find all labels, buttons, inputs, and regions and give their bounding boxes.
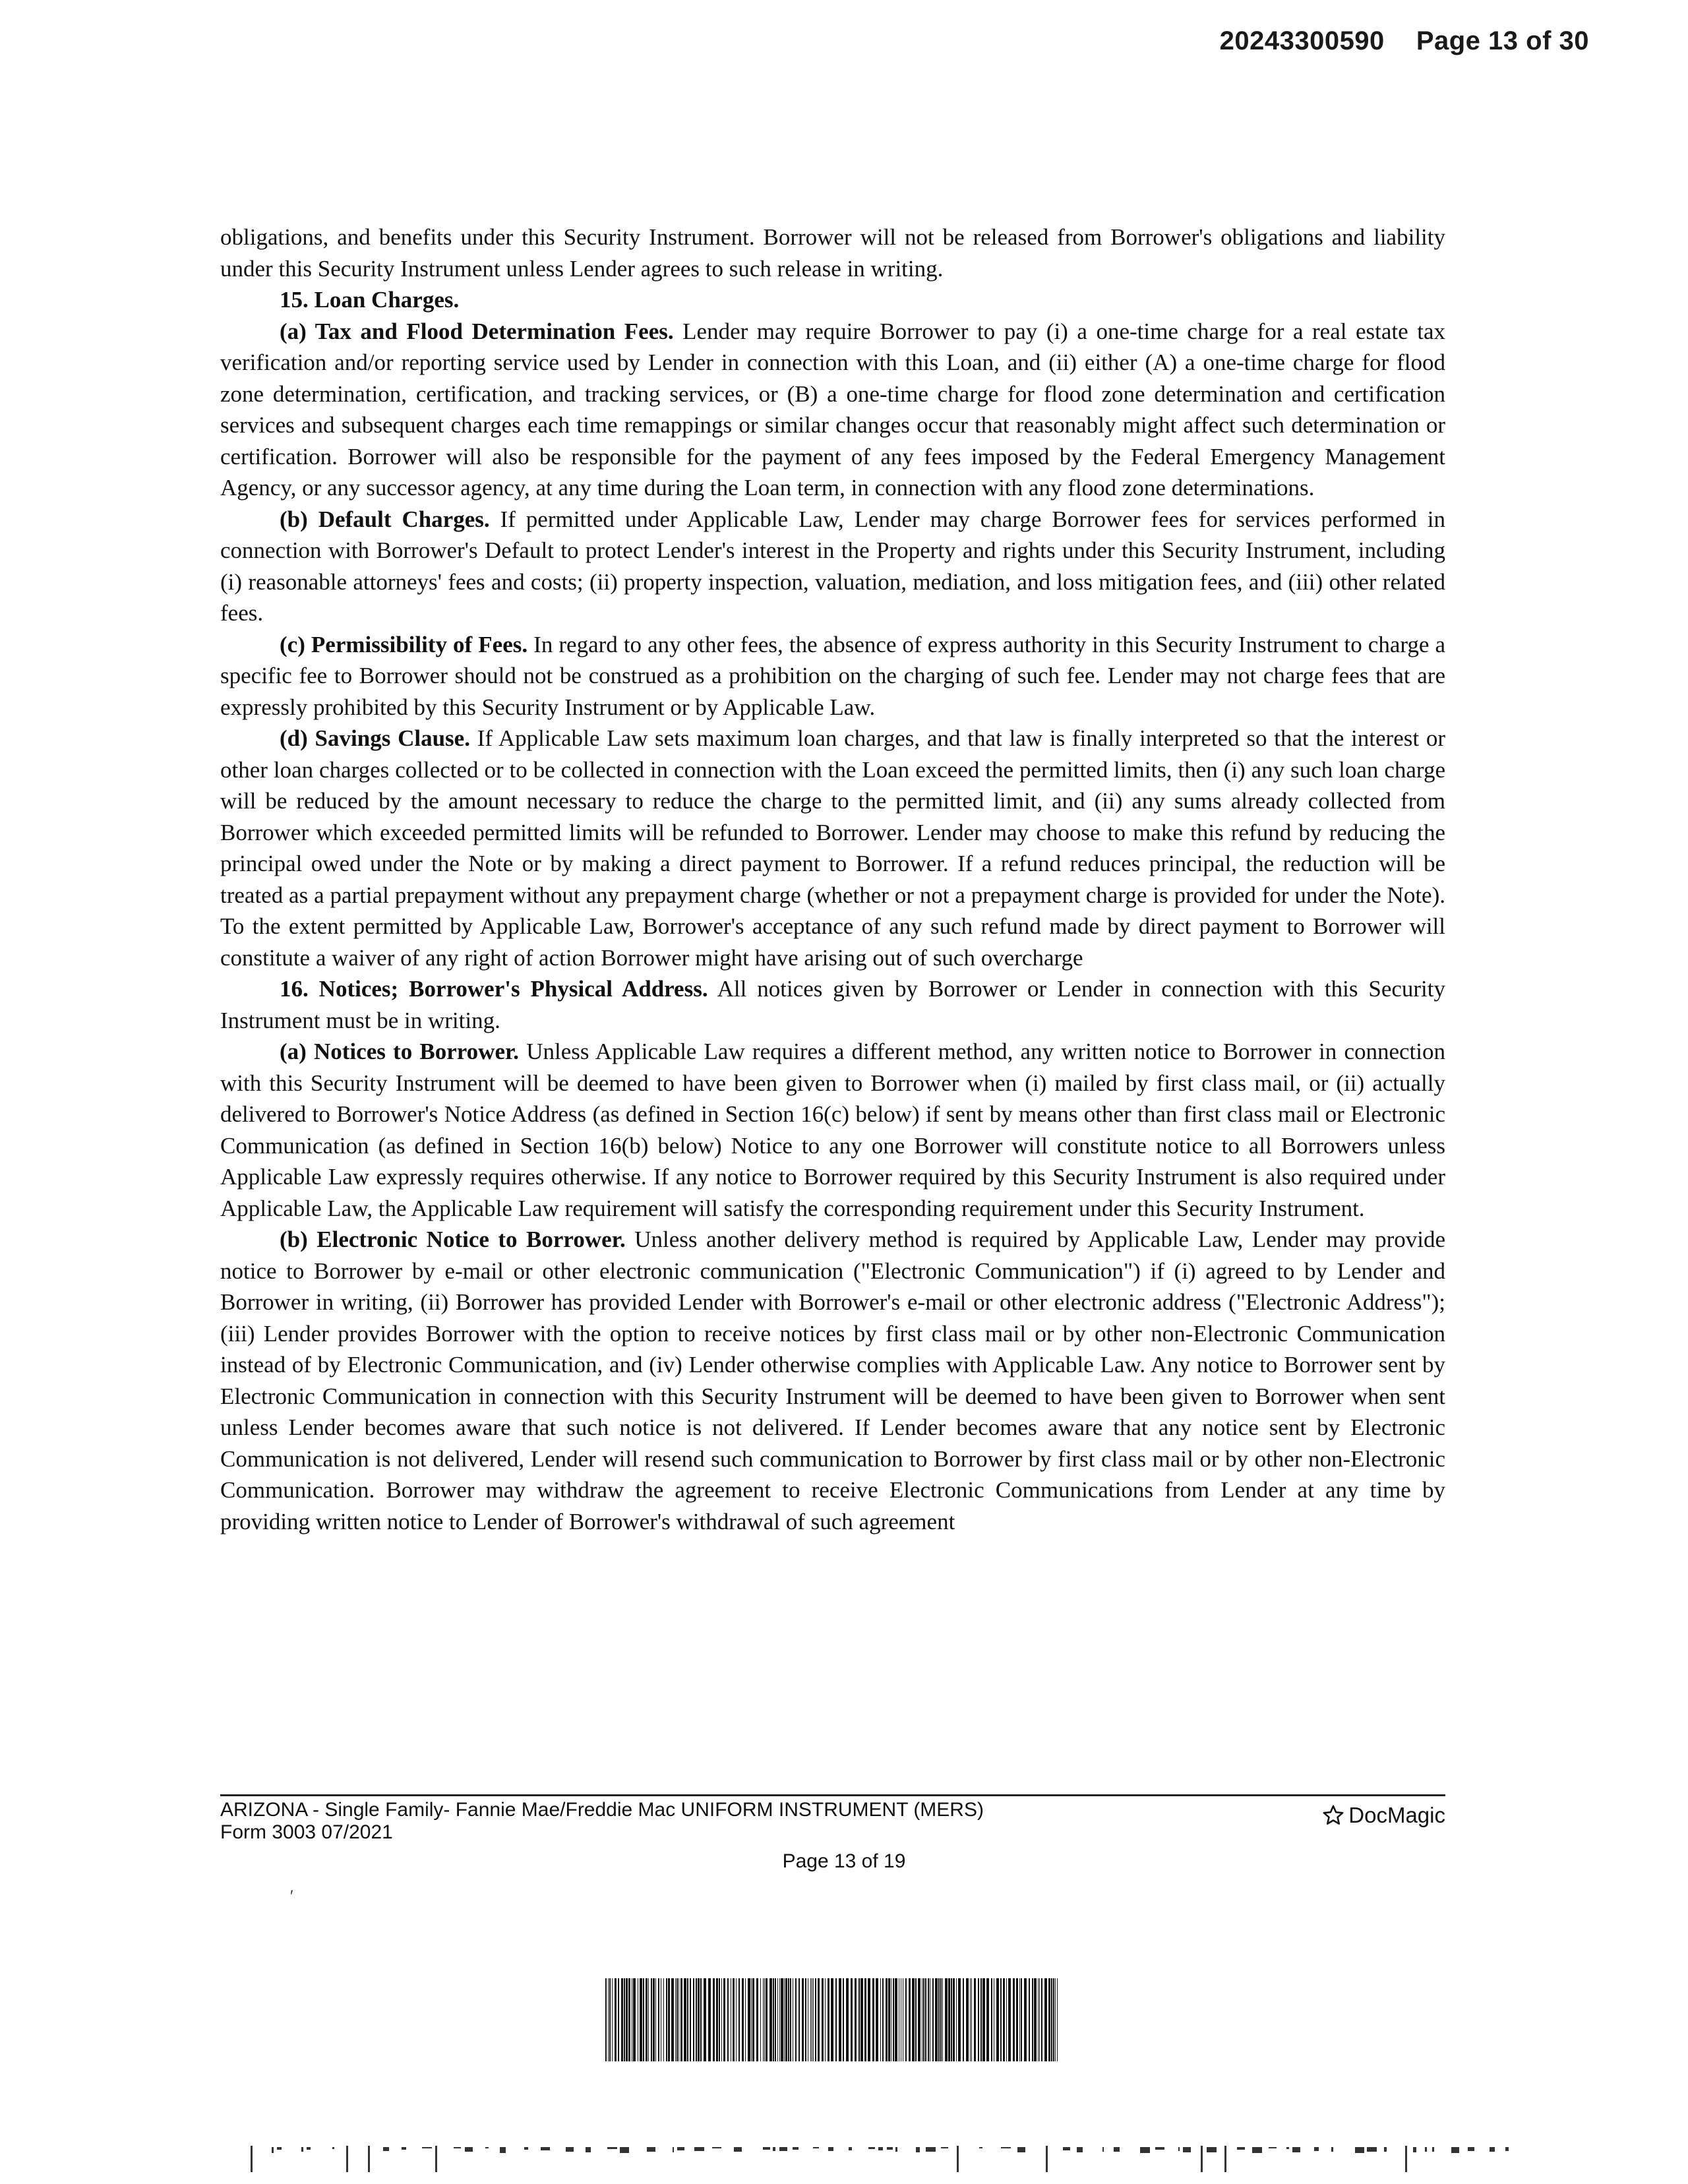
barcode-bar <box>980 1978 982 2061</box>
footer-form-info <box>220 1799 984 1844</box>
barcode-bar <box>784 1978 785 2061</box>
barcode-bar <box>700 1978 702 2061</box>
docmagic-logo <box>1322 1803 1445 1828</box>
scan-mark <box>1155 2147 1164 2150</box>
scan-mark <box>1384 2147 1387 2152</box>
scan-mark <box>1286 2147 1289 2149</box>
recording-page: Page 13 of 30 <box>1416 26 1589 55</box>
barcode-bar <box>745 1978 746 2061</box>
barcode-bar <box>876 1978 878 2061</box>
barcode-bar <box>893 1978 894 2061</box>
barcode-bar <box>859 1978 860 2061</box>
barcode-bar <box>1038 1978 1039 2061</box>
barcode-bar <box>690 1978 691 2061</box>
scan-mark <box>1413 2147 1416 2152</box>
barcode-bar <box>618 1978 619 2061</box>
barcode-bar <box>855 1978 857 2061</box>
barcode-bar <box>663 1978 664 2061</box>
barcode-bar <box>671 1978 674 2061</box>
section-15-title: 15. Loan Charges. <box>280 287 460 313</box>
section-15-heading <box>220 284 1445 316</box>
scan-mark <box>524 2147 528 2150</box>
barcode-bar <box>1006 1978 1007 2061</box>
barcode-bar <box>1048 1978 1050 2061</box>
barcode-bar <box>626 1978 628 2061</box>
section-16b <box>220 1224 1445 1537</box>
barcode-bar <box>760 1978 761 2061</box>
barcode-bar <box>828 1978 829 2061</box>
scan-mark <box>1001 2147 1011 2148</box>
scan-mark <box>763 2147 770 2150</box>
scan-mark <box>422 2147 432 2148</box>
scan-mark <box>916 2147 920 2152</box>
barcode-bar <box>675 1978 676 2061</box>
scan-mark <box>793 2147 799 2150</box>
scan-mark <box>1114 2147 1120 2152</box>
barcode-bar <box>781 1978 783 2061</box>
barcode-bar <box>835 1978 837 2061</box>
section-16a-label: (a) Notices to Borrower. <box>280 1039 520 1064</box>
barcode-bar <box>643 1978 644 2061</box>
barcode-bar <box>978 1978 979 2061</box>
barcode-bar <box>843 1978 844 2061</box>
barcode-bar <box>648 1978 649 2061</box>
barcode-bar <box>915 1978 917 2061</box>
section-16 <box>220 973 1445 1036</box>
scan-mark <box>1224 2146 1226 2172</box>
barcode-bar <box>605 1978 607 2061</box>
barcode-bar <box>938 1978 940 2061</box>
scan-mark <box>773 2147 775 2151</box>
scan-mark <box>1331 2147 1333 2152</box>
document-body <box>220 222 1445 1537</box>
barcode-bar <box>958 1978 961 2061</box>
section-15d-text: If Applicable Law sets maximum loan charges, and that law is finally interpreted so that the interest or other loan charges collected or to be collected in connection with the Loan exceed the permitted limits, then (i) any such loan charge will be reduced by the amount necessary to reduce the charge to the permitted limit, and (ii) any sums already collected from Borrower which exceeded permitted limits will be refunded to Borrower. Lender may choose to make this refund by reducing the principal owed under the Note or by making a direct payment to Borrower. If a refund reduces principal, the reduction will be treated as a partial prepayment without any prepayment charge (whether or not a prepayment charge is provided for under the Note). To the extent permitted by Applicable Law, Borrower's acceptance of any such refund made by direct payment to Borrower will constitute a waiver of any right of action Borrower might have arising out of such overcharge <box>220 725 1445 971</box>
barcode-bar <box>864 1978 866 2061</box>
scan-mark <box>1355 2147 1364 2153</box>
barcode-bar <box>653 1978 655 2061</box>
barcode-bar <box>680 1978 682 2061</box>
barcode-bar <box>684 1978 686 2061</box>
scan-mark <box>828 2147 833 2151</box>
barcode-bar <box>923 1978 924 2061</box>
barcode-bar <box>795 1978 797 2061</box>
barcode-bar <box>608 1978 609 2061</box>
barcode-bar <box>713 1978 715 2061</box>
barcode-bar <box>932 1978 934 2061</box>
barcode-bar <box>668 1978 670 2061</box>
barcode-bar <box>696 1978 697 2061</box>
barcode-bar <box>1008 1978 1011 2061</box>
section-15c <box>220 629 1445 723</box>
recording-header <box>1220 26 1589 56</box>
barcode-bar <box>822 1978 824 2061</box>
barcode-bar <box>1013 1978 1015 2061</box>
scan-mark <box>849 2147 852 2150</box>
scan-mark <box>1201 2146 1203 2172</box>
barcode-bar <box>882 1978 884 2061</box>
barcode-bar <box>633 1978 636 2061</box>
barcode-bar <box>751 1978 752 2061</box>
scan-mark <box>1178 2147 1180 2151</box>
scan-mark <box>1102 2147 1104 2152</box>
barcode-bar <box>1057 1978 1058 2061</box>
barcode-bar <box>945 1978 948 2061</box>
barcode-bar <box>693 1978 694 2061</box>
barcode-bar <box>831 1978 833 2061</box>
barcode-bar <box>935 1978 938 2061</box>
barcode-bar <box>1016 1978 1018 2061</box>
barcode-bar <box>721 1978 722 2061</box>
scan-mark <box>1237 2147 1245 2150</box>
barcode-bar <box>777 1978 778 2061</box>
barcode-bar <box>756 1978 758 2061</box>
barcode-bar <box>609 1978 611 2061</box>
recording-number: 20243300590 <box>1219 26 1385 55</box>
barcode-bar <box>785 1978 787 2061</box>
barcode-bar <box>799 1978 800 2061</box>
section-16-text: All notices given by Borrower or Lender in connection with this Security Instrument must be in writing. <box>220 976 1446 1033</box>
barcode-bar <box>905 1978 907 2061</box>
barcode-bar <box>766 1978 768 2061</box>
scan-mark <box>251 2146 253 2172</box>
scan-mark <box>607 2147 617 2149</box>
section-16a-text: Unless Applicable Law requires a different method, any written notice to Borrower in connection with this Security Instrument will be deemed to have been given to Borrower when (i) mailed by first class mail, or (ii) actually delivered to Borrower's Notice Address (as defined in Section 16(c) below) if sent by means other than first class mail or Electronic Communication (as defined in Section 16(b) below) Notice to any one Borrower will constitute notice to all Borrowers unless Applicable Law expressly requires otherwise. If any notice to Borrower required by this Security Instrument is also required under Applicable Law, the Applicable Law requirement will satisfy the corresponding requirement under this Security Instrument. <box>220 1039 1445 1221</box>
scan-mark <box>332 2147 334 2149</box>
scan-mark <box>868 2147 875 2149</box>
section-15d-label: (d) Savings Clause. <box>280 725 470 751</box>
barcode-bar <box>963 1978 964 2061</box>
barcode-bar <box>918 1978 920 2061</box>
barcode-bar <box>1021 1978 1022 2061</box>
scan-mark <box>1063 2147 1070 2150</box>
section-15c-label: (c) Permissibility of Fees. <box>280 631 528 657</box>
section-15b <box>220 504 1445 629</box>
scan-mark <box>435 2146 437 2172</box>
brand-name: DocMagic <box>1348 1803 1445 1827</box>
scan-mark <box>454 2147 461 2148</box>
barcode-bar <box>748 1978 750 2061</box>
barcode-bar <box>788 1978 789 2061</box>
barcode-bar <box>790 1978 791 2061</box>
barcode-bar <box>763 1978 764 2061</box>
barcode-bar <box>704 1978 706 2061</box>
section-15a-label: (a) Tax and Flood Determination Fees. <box>280 318 674 344</box>
barcode-bar <box>624 1978 625 2061</box>
barcode-bar <box>1019 1978 1020 2061</box>
scan-mark <box>465 2147 473 2152</box>
scan-mark <box>1451 2147 1459 2153</box>
scan-mark <box>1077 2147 1083 2152</box>
barcode-bar <box>738 1978 740 2061</box>
barcode-bar <box>678 1978 679 2061</box>
scan-mark <box>887 2147 893 2150</box>
barcode-bar <box>872 1978 874 2061</box>
barcode-bar <box>982 1978 985 2061</box>
barcode-bar <box>677 1978 678 2061</box>
scan-mark <box>677 2147 684 2150</box>
scan-mark <box>500 2147 506 2153</box>
barcode-bar <box>888 1978 890 2061</box>
scan-mark <box>1490 2147 1495 2152</box>
barcode-bar <box>1029 1978 1030 2061</box>
scan-mark <box>1405 2146 1407 2172</box>
scan-mark <box>1252 2147 1262 2153</box>
barcode-bar <box>1003 1978 1005 2061</box>
section-16b-label: (b) Electronic Notice to Borrower. <box>280 1227 626 1252</box>
scan-mark <box>1046 2146 1048 2172</box>
section-15c-text: In regard to any other fees, the absence of express authority in this Security Instrument to charge a specific fee to Borrower should not be construed as a prohibition on the charging of such fee. Lender may not charge fees that are expressly prohibited by this Security Instrument or by Applicable Law. <box>220 631 1446 720</box>
section-15b-label: (b) Default Charges. <box>280 506 490 532</box>
barcode-bar <box>810 1978 811 2061</box>
barcode-bar <box>802 1978 804 2061</box>
barcode-bar <box>1039 1978 1040 2061</box>
barcode-bar <box>658 1978 659 2061</box>
scan-mark <box>368 2146 370 2172</box>
footer-form-number: Form 3003 07/2021 <box>220 1821 393 1843</box>
scan-mark <box>1017 2147 1025 2152</box>
scan-mark <box>541 2147 550 2150</box>
barcode-bar <box>825 1978 826 2061</box>
barcode-bar <box>687 1978 688 2061</box>
section-16b-text: Unless another delivery method is required by Applicable Law, Lender may provide notice to Borrower by e-mail or other electronic communication ("Electronic Communication") if (i) agreed to by Lender and Borrower in writing, (ii) Borrower has provided Lender with Borrower's e-mail or other electronic address ("Electronic Address"); (iii) Lender provides Borrower with the option to receive notices by first class mail or by other non-Electronic Communication instead of by Electronic Communication, and (iv) Lender otherwise complies with Applicable Law. Any notice to Borrower sent by Electronic Communication in connection with this Security Instrument will be deemed to have been given to Borrower when sent unless Lender becomes aware that such notice is not delivered. If Lender becomes aware that any notice sent by Electronic Communication is not delivered, Lender will resend such communication to Borrower by first class mail or by other non-Electronic Communication. Borrower may withdraw the agreement to receive Electronic Communications from Lender at any time by providing written notice to Lender of Borrower's withdrawal of such agreement <box>220 1227 1445 1534</box>
scan-mark <box>1269 2147 1277 2148</box>
barcode <box>605 1978 1058 2061</box>
barcode-bar <box>974 1978 976 2061</box>
barcode-bar <box>1032 1978 1033 2061</box>
barcode-bar <box>646 1978 648 2061</box>
barcode-bar <box>621 1978 623 2061</box>
scan-mark <box>566 2147 574 2152</box>
barcode-bar <box>909 1978 911 2061</box>
barcode-bar <box>615 1978 617 2061</box>
barcode-bar <box>815 1978 816 2061</box>
barcode-bar <box>1055 1978 1056 2061</box>
barcode-bar <box>779 1978 780 2061</box>
section-16a <box>220 1036 1445 1224</box>
scan-mark <box>1314 2147 1319 2151</box>
barcode-bar <box>895 1978 897 2061</box>
barcode-bar <box>805 1978 806 2061</box>
scan-mark <box>813 2147 819 2148</box>
barcode-bar <box>928 1978 929 2061</box>
scan-mark <box>301 2147 303 2152</box>
barcode-bar <box>612 1978 613 2061</box>
footer-divider <box>220 1794 1445 1796</box>
stray-mark: ′ <box>290 1887 293 1905</box>
section-16-label: 16. Notices; Borrower's Physical Address. <box>280 976 708 1002</box>
scan-mark <box>1505 2147 1509 2151</box>
barcode-bar <box>773 1978 774 2061</box>
scan-mark <box>1183 2147 1191 2152</box>
scan-mark <box>1432 2147 1434 2152</box>
scan-mark <box>979 2147 982 2148</box>
barcode-bar <box>970 1978 971 2061</box>
barcode-bar <box>991 1978 992 2061</box>
barcode-bar <box>736 1978 737 2061</box>
barcode-bar <box>1041 1978 1042 2061</box>
scan-mark <box>734 2147 742 2152</box>
barcode-bar <box>860 1978 863 2061</box>
scan-mark <box>694 2147 704 2151</box>
barcode-bar <box>1034 1978 1037 2061</box>
paragraph-intro: obligations, and benefits under this Security Instrument. Borrower will not be released from Borrower's obligations and liability under this Security Instrument unless Lender agrees to such release in writing. <box>220 224 1445 282</box>
scan-mark <box>272 2147 274 2153</box>
barcode-bar <box>752 1978 754 2061</box>
barcode-bar <box>1000 1978 1002 2061</box>
scan-mark <box>1468 2147 1474 2151</box>
barcode-bar <box>769 1978 772 2061</box>
barcode-bar <box>716 1978 718 2061</box>
scan-mark <box>1207 2147 1217 2152</box>
scan-mark <box>1292 2147 1300 2152</box>
barcode-bar <box>925 1978 926 2061</box>
barcode-bar <box>851 1978 853 2061</box>
barcode-bar <box>956 1978 957 2061</box>
scan-mark <box>402 2147 406 2150</box>
section-15a-text: Lender may require Borrower to pay (i) a one-time charge for a real estate tax verification and/or reporting service used by Lender in connection with this Loan, and (ii) either (A) a one-time charge for flood zone determination, certification, and tracking services, or (B) a one-time charge for flood zone determination and certification services and subsequent charges each time remappings or similar changes occur that reasonably might affect such determination or certification. Borrower will also be responsible for the payment of any fees imposed by the Federal Emergency Management Agency, or any successor agency, at any time during the Loan term, in connection with any flood zone determinations. <box>220 318 1446 501</box>
scan-mark <box>712 2147 721 2148</box>
barcode-bar <box>666 1978 667 2061</box>
scan-mark <box>620 2147 629 2153</box>
scan-mark <box>346 2146 348 2172</box>
barcode-bar <box>966 1978 969 2061</box>
barcode-bar <box>727 1978 729 2061</box>
barcode-bar <box>986 1978 989 2061</box>
scan-mark <box>383 2147 389 2151</box>
barcode-bar <box>1051 1978 1052 2061</box>
barcode-bar <box>698 1978 700 2061</box>
barcode-bar <box>719 1978 720 2061</box>
barcode-bar <box>880 1978 881 2061</box>
barcode-bar <box>886 1978 888 2061</box>
barcode-bar <box>846 1978 849 2061</box>
barcode-bar <box>948 1978 950 2061</box>
scan-mark <box>1425 2147 1427 2152</box>
scan-mark <box>485 2147 489 2148</box>
barcode-bar <box>953 1978 955 2061</box>
barcode-bar <box>951 1978 952 2061</box>
section-15a <box>220 316 1445 504</box>
barcode-bar <box>708 1978 711 2061</box>
section-15b-text: If permitted under Applicable Law, Lender may charge Borrower fees for services performed in connection with Borrower's Default to protect Lender's interest in the Property and rights under this Security Instrument, including (i) reasonable attorneys' fees and costs; (ii) property inspection, valuation, mediation, and loss mitigation fees, and (iii) other related fees. <box>220 506 1445 626</box>
barcode-bar <box>723 1978 725 2061</box>
barcode-bar <box>813 1978 814 2061</box>
barcode-bar <box>942 1978 943 2061</box>
barcode-bar <box>733 1978 735 2061</box>
scan-mark <box>878 2147 883 2150</box>
barcode-bar <box>640 1978 642 2061</box>
scan-mark <box>779 2147 787 2151</box>
barcode-bar <box>912 1978 915 2061</box>
footer-form-title: ARIZONA - Single Family- Fannie Mae/Freddie Mac UNIFORM INSTRUMENT (MERS) <box>220 1799 984 1821</box>
barcode-bar <box>818 1978 820 2061</box>
section-15d <box>220 723 1445 973</box>
barcode-bar <box>651 1978 652 2061</box>
barcode-bar <box>839 1978 841 2061</box>
scan-mark <box>957 2146 959 2172</box>
barcode-bar <box>628 1978 630 2061</box>
barcode-bar <box>655 1978 656 2061</box>
scan-mark <box>895 2147 897 2152</box>
scan-mark <box>586 2147 591 2152</box>
scan-mark <box>307 2147 311 2150</box>
barcode-bar <box>940 1978 942 2061</box>
scan-mark <box>1140 2147 1150 2153</box>
scan-mark <box>277 2147 282 2150</box>
scan-mark <box>647 2147 655 2152</box>
barcode-bar <box>775 1978 776 2061</box>
barcode-bar <box>764 1978 765 2061</box>
star-outline-icon <box>1322 1804 1344 1827</box>
barcode-bar <box>971 1978 972 2061</box>
barcode-bar <box>996 1978 999 2061</box>
footer-page-number: Page 13 of 19 <box>782 1850 906 1872</box>
barcode-bar <box>1024 1978 1027 2061</box>
scan-mark <box>1367 2147 1377 2152</box>
scan-mark <box>673 2147 674 2152</box>
scan-mark <box>926 2147 936 2152</box>
barcode-bar <box>1044 1978 1047 2061</box>
barcode-bar <box>742 1978 744 2061</box>
scan-edge-marks <box>251 2143 1530 2183</box>
barcode-bar <box>1053 1978 1054 2061</box>
barcode-bar <box>868 1978 870 2061</box>
scan-mark <box>941 2147 948 2148</box>
